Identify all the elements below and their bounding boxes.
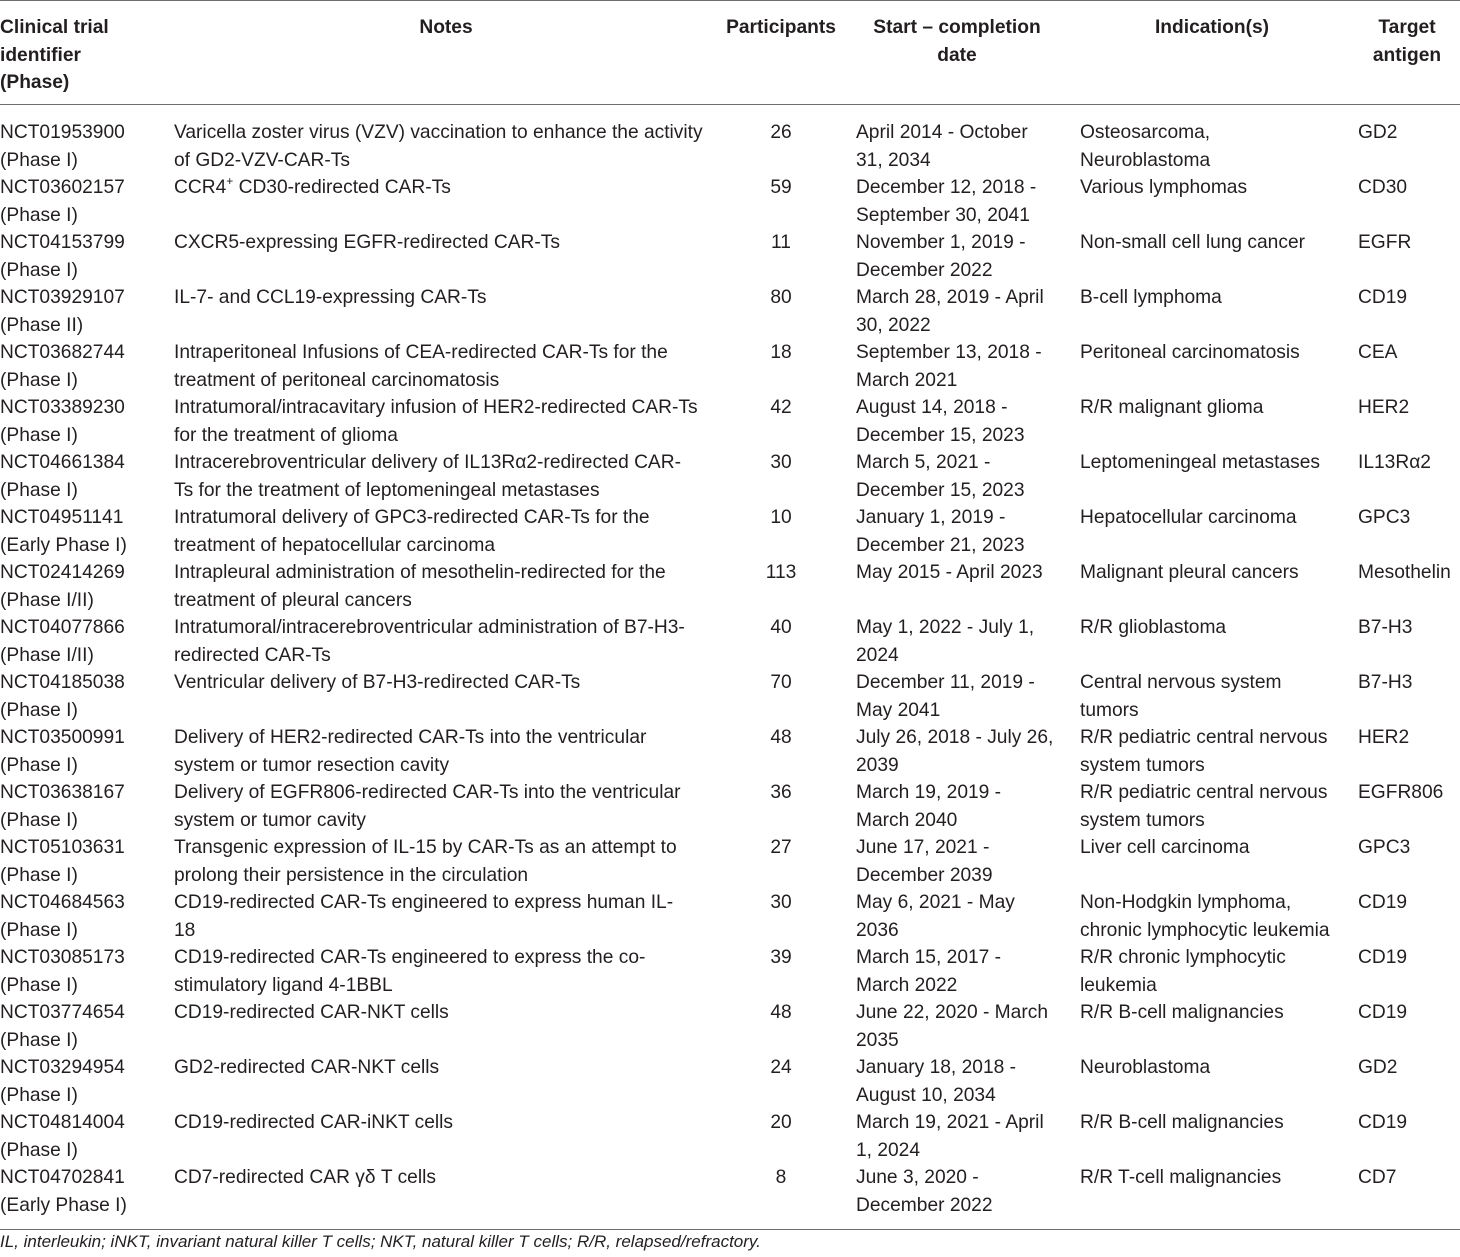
- cell-target-antigen: CD19: [1358, 1112, 1408, 1133]
- indication-line: R/R pediatric central nervous: [1080, 782, 1328, 803]
- trial-phase: (Phase II): [0, 314, 84, 336]
- notes-line: CD19-redirected CAR-iNKT cells: [174, 1112, 454, 1133]
- trial-phase: (Phase I): [0, 1029, 78, 1051]
- cell-date: [844, 889, 1070, 944]
- cell-target-antigen: GPC3: [1358, 837, 1411, 858]
- cell-participants: 39: [770, 947, 792, 968]
- date-line: August 10, 2034: [856, 1084, 996, 1106]
- notes-line: of GD2-VZV-CAR-Ts: [174, 149, 350, 171]
- cell-trial-identifier: [0, 339, 174, 394]
- date-line: May 2015 - April 2023: [856, 562, 1043, 583]
- cell-participants: 59: [770, 177, 792, 198]
- table-row: [0, 889, 1460, 944]
- cell-notes: [174, 394, 718, 449]
- cell-indication: [1070, 284, 1354, 339]
- cell-indication: [1070, 724, 1354, 779]
- date-line: 30, 2022: [856, 314, 931, 336]
- cell-target-antigen: EGFR806: [1358, 782, 1444, 803]
- cell-date: [844, 284, 1070, 339]
- date-line: July 26, 2018 - July 26,: [856, 727, 1054, 748]
- indication-line: Osteosarcoma,: [1080, 122, 1211, 143]
- header-date-line: Start – completion: [873, 17, 1041, 38]
- header-participants: Participants: [718, 1, 844, 105]
- cell-date: [844, 559, 1070, 614]
- cell-notes: [174, 504, 718, 559]
- cell-target-antigen: GD2: [1358, 122, 1398, 143]
- notes-line: Intrapleural administration of mesothelin-redirected for the: [174, 562, 666, 583]
- cell-participants: 11: [771, 232, 791, 253]
- header-target-line: Target: [1378, 17, 1436, 38]
- indication-line: Non-small cell lung cancer: [1080, 232, 1306, 253]
- cell-notes: [174, 669, 718, 724]
- indication-line: Neuroblastoma: [1080, 1057, 1211, 1078]
- date-line: December 2022: [856, 259, 993, 281]
- cell-participants: 48: [770, 727, 792, 748]
- cell-notes: [174, 1054, 718, 1109]
- indication-line: Neuroblastoma: [1080, 149, 1211, 171]
- date-line: June 22, 2020 - March: [856, 1002, 1048, 1023]
- table-row: [0, 394, 1460, 449]
- cell-indication: [1070, 449, 1354, 504]
- trial-id: NCT04702841: [0, 1167, 125, 1188]
- cell-trial-identifier: [0, 449, 174, 504]
- date-line: December 15, 2023: [856, 479, 1025, 501]
- table-body: [0, 105, 1460, 1230]
- cell-notes: [174, 779, 718, 834]
- cell-indication: [1070, 834, 1354, 889]
- table-row: [0, 1054, 1460, 1109]
- table-row: [0, 614, 1460, 669]
- notes-line: CXCR5-expressing EGFR-redirected CAR-Ts: [174, 232, 560, 253]
- notes-superscript: +: [226, 174, 234, 188]
- trial-id: NCT04951141: [0, 507, 124, 528]
- notes-line: Intratumoral delivery of GPC3-redirected CAR-Ts for the: [174, 507, 650, 528]
- table-row: [0, 1109, 1460, 1164]
- cell-notes: [174, 944, 718, 999]
- cell-date: [844, 174, 1070, 229]
- table-row: [0, 284, 1460, 339]
- cell-notes: [174, 449, 718, 504]
- cell-target-antigen: HER2: [1358, 397, 1410, 418]
- date-line: 31, 2034: [856, 149, 931, 171]
- cell-notes: [174, 339, 718, 394]
- cell-notes: [174, 614, 718, 669]
- cell-target-antigen: EGFR: [1358, 232, 1412, 253]
- header-date-line: date: [937, 44, 977, 66]
- date-line: September 13, 2018 -: [856, 342, 1042, 363]
- indication-line: Hepatocellular carcinoma: [1080, 507, 1297, 528]
- notes-line: treatment of pleural cancers: [174, 589, 412, 611]
- cell-participants: 30: [770, 452, 792, 473]
- cell-trial-identifier: [0, 394, 174, 449]
- notes-line: Ts for the treatment of leptomeningeal metastases: [174, 479, 600, 501]
- trial-id: NCT04661384: [0, 452, 125, 473]
- trial-phase: (Phase I): [0, 369, 78, 391]
- cell-participants: 10: [770, 507, 792, 528]
- cell-notes: [174, 999, 718, 1054]
- cell-trial-identifier: [0, 889, 174, 944]
- cell-date: [844, 944, 1070, 999]
- notes-line: CD19-redirected CAR-Ts engineered to express human IL-: [174, 892, 674, 913]
- trial-id: NCT03389230: [0, 397, 125, 418]
- cell-target-antigen: GPC3: [1358, 507, 1411, 528]
- cell-date: [844, 504, 1070, 559]
- indication-line: R/R B-cell malignancies: [1080, 1002, 1284, 1023]
- cell-target-antigen: CD7: [1354, 1164, 1460, 1230]
- notes-text: CD30-redirected CAR-Ts: [233, 177, 451, 198]
- cell-target-antigen: GD2: [1358, 1057, 1398, 1078]
- indication-line: Malignant pleural cancers: [1080, 562, 1299, 583]
- date-line: March 19, 2021 - April: [856, 1112, 1044, 1133]
- cell-trial-identifier: [0, 999, 174, 1054]
- notes-line: IL-7- and CCL19-expressing CAR-Ts: [174, 287, 487, 308]
- cell-participants: 18: [770, 342, 792, 363]
- notes-line: CD19-redirected CAR-Ts engineered to express the co-: [174, 947, 646, 968]
- date-line: March 2040: [856, 809, 958, 831]
- cell-trial-identifier: [0, 105, 174, 175]
- table-header: [0, 1, 1460, 105]
- cell-participants: 80: [770, 287, 792, 308]
- table-row: [0, 339, 1460, 394]
- date-line: March 5, 2021 -: [856, 452, 991, 473]
- cell-target-antigen: Mesothelin: [1358, 562, 1451, 583]
- indication-line: R/R B-cell malignancies: [1080, 1112, 1284, 1133]
- trial-id: NCT03294954: [0, 1057, 125, 1078]
- indication-line: tumors: [1080, 699, 1139, 721]
- notes-line: Ventricular delivery of B7-H3-redirected CAR-Ts: [174, 672, 581, 693]
- notes-line: Intratumoral/intracavitary infusion of HER2-redirected CAR-Ts: [174, 397, 698, 418]
- cell-date: [844, 614, 1070, 669]
- cell-target-antigen: CD19: [1358, 892, 1408, 913]
- header-target-line: antigen: [1372, 44, 1442, 66]
- notes-line: 18: [174, 919, 196, 941]
- cell-trial-identifier: [0, 504, 174, 559]
- cell-notes: [174, 724, 718, 779]
- indication-line: R/R chronic lymphocytic: [1080, 947, 1286, 968]
- date-line: December 2022: [856, 1194, 993, 1216]
- cell-participants: 27: [770, 837, 792, 858]
- table-row: [0, 779, 1460, 834]
- cell-indication: [1070, 229, 1354, 284]
- cell-indication: [1070, 614, 1354, 669]
- date-line: March 2021: [856, 369, 958, 391]
- date-line: December 12, 2018 -: [856, 177, 1037, 198]
- trial-id: NCT04077866: [0, 617, 125, 638]
- indication-line: R/R T-cell malignancies: [1080, 1167, 1282, 1188]
- date-line: August 14, 2018 -: [856, 397, 1008, 418]
- cell-trial-identifier: [0, 1164, 174, 1230]
- cell-trial-identifier: [0, 559, 174, 614]
- trial-id: NCT04185038: [0, 672, 125, 693]
- indication-line: Central nervous system: [1080, 672, 1282, 693]
- date-line: December 15, 2023: [856, 424, 1025, 446]
- date-line: May 6, 2021 - May: [856, 892, 1015, 913]
- notes-line: Intraperitoneal Infusions of CEA-redirected CAR-Ts for the: [174, 342, 668, 363]
- cell-target-antigen: CD19: [1358, 1002, 1408, 1023]
- trial-id: NCT04153799: [0, 232, 125, 253]
- cell-trial-identifier: [0, 669, 174, 724]
- notes-line: Transgenic expression of IL-15 by CAR-Ts as an attempt to: [174, 837, 677, 858]
- date-line: March 15, 2017 -: [856, 947, 1002, 968]
- cell-indication: [1070, 669, 1354, 724]
- cell-target-antigen: CD19: [1358, 947, 1408, 968]
- trial-phase: (Phase I): [0, 754, 78, 776]
- cell-trial-identifier: [0, 614, 174, 669]
- indication-line: system tumors: [1080, 754, 1205, 776]
- header-date: [844, 1, 1070, 105]
- indication-line: B-cell lymphoma: [1080, 287, 1222, 308]
- notes-line: treatment of hepatocellular carcinoma: [174, 534, 496, 556]
- trial-id: NCT03774654: [0, 1002, 125, 1023]
- cell-trial-identifier: [0, 724, 174, 779]
- notes-line: Intracerebroventricular delivery of IL13Rα2-redirected CAR-: [174, 452, 681, 473]
- trial-id: NCT04814004: [0, 1112, 125, 1133]
- trial-phase: (Phase I): [0, 699, 78, 721]
- indication-line: Non-Hodgkin lymphoma,: [1080, 892, 1292, 913]
- cell-participants: 48: [770, 1002, 792, 1023]
- cell-target-antigen: HER2: [1358, 727, 1410, 748]
- trial-id: NCT03500991: [0, 727, 125, 748]
- cell-trial-identifier: [0, 779, 174, 834]
- trial-phase: (Phase I): [0, 809, 78, 831]
- trial-phase: (Phase I): [0, 1084, 78, 1106]
- indication-line: R/R pediatric central nervous: [1080, 727, 1328, 748]
- date-line: May 2041: [856, 699, 941, 721]
- cell-trial-identifier: [0, 174, 174, 229]
- trial-phase: (Phase I): [0, 259, 78, 281]
- table-row: [0, 229, 1460, 284]
- date-line: March 19, 2019 -: [856, 782, 1002, 803]
- header-identifier-line: Clinical trial: [0, 17, 109, 38]
- cell-participants: 42: [770, 397, 792, 418]
- indication-line: R/R glioblastoma: [1080, 617, 1227, 638]
- cell-indication: [1070, 394, 1354, 449]
- cell-indication: [1070, 999, 1354, 1054]
- trial-id: NCT02414269: [0, 562, 125, 583]
- cell-notes: [174, 834, 718, 889]
- cell-participants: 36: [770, 782, 792, 803]
- date-line: May 1, 2022 - July 1,: [856, 617, 1035, 638]
- table-row: [0, 105, 1460, 175]
- notes-line: redirected CAR-Ts: [174, 644, 331, 666]
- cell-indication: [1070, 105, 1354, 175]
- trial-id: NCT03682744: [0, 342, 125, 363]
- cell-participants: 20: [770, 1112, 792, 1133]
- indication-line: Liver cell carcinoma: [1080, 837, 1250, 858]
- cell-date: [844, 229, 1070, 284]
- trial-phase: (Phase I/II): [0, 589, 94, 611]
- notes-line: CD7-redirected CAR γδ T cells: [174, 1167, 436, 1188]
- cell-indication: [1070, 504, 1354, 559]
- cell-notes: [174, 1164, 718, 1230]
- trial-phase: (Phase I): [0, 974, 78, 996]
- notes-line: for the treatment of glioma: [174, 424, 398, 446]
- cell-target-antigen: IL13Rα2: [1358, 452, 1431, 473]
- date-line: April 2014 - October: [856, 122, 1028, 143]
- table-row: [0, 724, 1460, 779]
- trial-id: NCT03638167: [0, 782, 125, 803]
- cell-participants: 113: [765, 562, 797, 583]
- cell-target-antigen: B7-H3: [1358, 672, 1413, 693]
- date-line: 1, 2024: [856, 1139, 921, 1161]
- cell-participants: 8: [718, 1164, 844, 1230]
- date-line: January 18, 2018 -: [856, 1057, 1017, 1078]
- notes-line: Intratumoral/intracerebroventricular administration of B7-H3-: [174, 617, 685, 638]
- date-line: December 11, 2019 -: [856, 672, 1035, 693]
- trial-phase: (Phase I): [0, 149, 78, 171]
- cell-date: [844, 1109, 1070, 1164]
- date-line: March 2022: [856, 974, 958, 996]
- cell-indication: [1070, 779, 1354, 834]
- notes-line: Delivery of HER2-redirected CAR-Ts into the ventricular: [174, 727, 647, 748]
- cell-date: [844, 449, 1070, 504]
- cell-date: [844, 834, 1070, 889]
- cell-notes: [174, 559, 718, 614]
- cell-notes: [174, 105, 718, 175]
- trial-phase: (Phase I): [0, 204, 78, 226]
- trial-id: NCT03602157: [0, 177, 125, 198]
- trial-phase: (Phase I): [0, 919, 78, 941]
- notes-line: Varicella zoster virus (VZV) vaccination to enhance the activity: [174, 122, 703, 143]
- date-line: 2024: [856, 644, 899, 666]
- table-row: [0, 669, 1460, 724]
- trial-phase: (Phase I): [0, 424, 78, 446]
- cell-participants: 70: [770, 672, 792, 693]
- header-notes: Notes: [174, 1, 718, 105]
- cell-date: [844, 1054, 1070, 1109]
- cell-notes: [174, 174, 718, 229]
- notes-line: prolong their persistence in the circulation: [174, 864, 529, 886]
- date-line: March 28, 2019 - April: [856, 287, 1044, 308]
- table-row: [0, 449, 1460, 504]
- cell-target-antigen: CD30: [1358, 177, 1408, 198]
- trial-id: NCT04684563: [0, 892, 125, 913]
- cell-date: [844, 394, 1070, 449]
- cell-trial-identifier: [0, 229, 174, 284]
- cell-target-antigen: CEA: [1358, 342, 1398, 363]
- date-line: November 1, 2019 -: [856, 232, 1026, 253]
- cell-target-antigen: CD19: [1358, 287, 1408, 308]
- trial-phase: (Phase I): [0, 864, 78, 886]
- header-indication: Indication(s): [1070, 1, 1354, 105]
- date-line: June 17, 2021 -: [856, 837, 990, 858]
- cell-trial-identifier: [0, 1054, 174, 1109]
- indication-line: leukemia: [1080, 974, 1157, 996]
- date-line: 2039: [856, 754, 899, 776]
- cell-date: [844, 339, 1070, 394]
- date-line: 2036: [856, 919, 899, 941]
- notes-line: Delivery of EGFR806-redirected CAR-Ts into the ventricular: [174, 782, 681, 803]
- cell-indication: [1070, 1109, 1354, 1164]
- cell-indication: [1070, 1164, 1354, 1230]
- table-footnote: IL, interleukin; iNKT, invariant natural killer T cells; NKT, natural killer T cells; R/R, relapsed/refractory.: [0, 1232, 761, 1251]
- date-line: December 21, 2023: [856, 534, 1025, 556]
- cell-notes: [174, 889, 718, 944]
- notes-text: CCR4: [174, 177, 227, 198]
- cell-trial-identifier: [0, 1109, 174, 1164]
- table-row: [0, 944, 1460, 999]
- indication-line: Peritoneal carcinomatosis: [1080, 342, 1300, 363]
- indication-line: system tumors: [1080, 809, 1205, 831]
- notes-line: stimulatory ligand 4-1BBL: [174, 974, 393, 996]
- table-row: [0, 834, 1460, 889]
- trial-phase: (Early Phase I): [0, 534, 127, 556]
- cell-date: [844, 779, 1070, 834]
- notes-line: [174, 174, 718, 202]
- date-line: September 30, 2041: [856, 204, 1030, 226]
- trial-phase: (Phase I): [0, 479, 78, 501]
- trial-id: NCT03085173: [0, 947, 125, 968]
- table-row: [0, 559, 1460, 614]
- table-row: [0, 174, 1460, 229]
- trial-id: NCT01953900: [0, 122, 125, 143]
- cell-indication: [1070, 1054, 1354, 1109]
- cell-target-antigen: B7-H3: [1358, 617, 1413, 638]
- notes-line: system or tumor cavity: [174, 809, 366, 831]
- cell-participants: 24: [770, 1057, 792, 1078]
- cell-date: [844, 724, 1070, 779]
- cell-trial-identifier: [0, 284, 174, 339]
- trial-id: NCT05103631: [0, 837, 125, 858]
- cell-indication: [1070, 889, 1354, 944]
- cell-notes: [174, 1109, 718, 1164]
- date-line: June 3, 2020 -: [856, 1167, 979, 1188]
- cell-notes: [174, 284, 718, 339]
- cell-indication: [1070, 559, 1354, 614]
- cell-trial-identifier: [0, 834, 174, 889]
- notes-line: system or tumor resection cavity: [174, 754, 450, 776]
- cell-participants: 30: [770, 892, 792, 913]
- notes-line: treatment of peritoneal carcinomatosis: [174, 369, 500, 391]
- notes-line: GD2-redirected CAR-NKT cells: [174, 1057, 440, 1078]
- indication-line: R/R malignant glioma: [1080, 397, 1264, 418]
- cell-date: [844, 1164, 1070, 1230]
- date-line: 2035: [856, 1029, 899, 1051]
- date-line: December 2039: [856, 864, 993, 886]
- indication-line: chronic lymphocytic leukemia: [1080, 919, 1330, 941]
- date-line: January 1, 2019 -: [856, 507, 1006, 528]
- table-row: [0, 999, 1460, 1054]
- trial-phase: (Phase I/II): [0, 644, 94, 666]
- trial-phase: (Early Phase I): [0, 1194, 127, 1216]
- cell-date: [844, 669, 1070, 724]
- indication-line: Various lymphomas: [1080, 177, 1248, 198]
- cell-participants: 40: [770, 617, 792, 638]
- cell-date: [844, 105, 1070, 175]
- table-row: [0, 1164, 1460, 1230]
- cell-date: [844, 999, 1070, 1054]
- cell-indication: [1070, 339, 1354, 394]
- notes-line: CD19-redirected CAR-NKT cells: [174, 1002, 449, 1023]
- header-identifier-line: identifier: [0, 44, 82, 66]
- cell-indication: [1070, 944, 1354, 999]
- header-identifier: [0, 1, 174, 105]
- cell-trial-identifier: [0, 944, 174, 999]
- cell-indication: [1070, 174, 1354, 229]
- header-target: [1354, 1, 1460, 105]
- cell-notes: [174, 229, 718, 284]
- indication-line: Leptomeningeal metastases: [1080, 452, 1320, 473]
- header-identifier-line: (Phase): [0, 72, 70, 93]
- table-row: [0, 504, 1460, 559]
- trial-phase: (Phase I): [0, 1139, 78, 1161]
- cell-participants: 26: [770, 122, 792, 143]
- trial-id: NCT03929107: [0, 287, 125, 308]
